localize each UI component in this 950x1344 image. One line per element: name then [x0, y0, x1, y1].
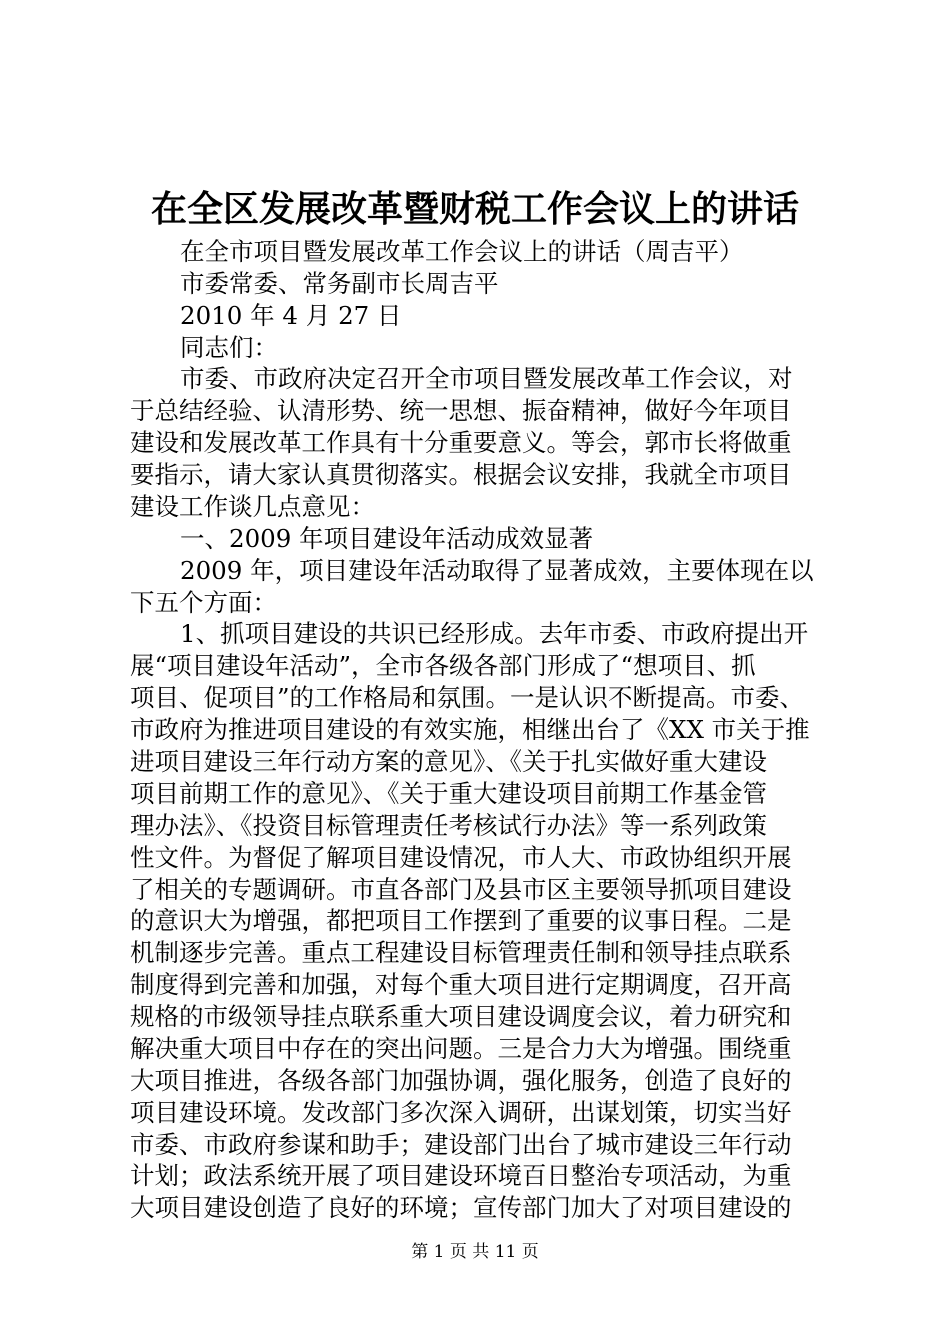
date-line: 2010 年 4 月 27 日: [180, 301, 402, 330]
paragraph-line: 于总结经验、认清形势、统一思想、振奋精神，做好今年项目: [130, 396, 792, 425]
paragraph-line: 规格的市级领导挂点联系重大项目建设调度会议，着力研究和: [130, 1002, 792, 1031]
paragraph-line: 市委、市政府决定召开全市项目暨发展改革工作会议，对: [180, 364, 793, 393]
paragraph-line: 大项目建设创造了良好的环境；宣传部门加大了对项目建设的: [130, 1193, 792, 1222]
paragraph-line: 了相关的专题调研。市直各部门及县市区主要领导抓项目建设: [130, 875, 792, 904]
paragraph-line: 的意识大为增强，都把项目工作摆到了重要的议事日程。二是: [130, 906, 792, 935]
paragraph-line: 项目建设环境。发改部门多次深入调研，出谋划策，切实当好: [130, 1098, 792, 1127]
paragraph-line: 要指示，请大家认真贯彻落实。根据会议安排，我就全市项目: [130, 460, 792, 489]
paragraph-line: 建设和发展改革工作具有十分重要意义。等会，郭市长将做重: [130, 428, 792, 457]
paragraph-line: 性文件。为督促了解项目建设情况，市人大、市政协组织开展: [130, 843, 792, 872]
salutation-line: 同志们：: [180, 333, 278, 362]
paragraph-line: 1、抓项目建设的共识已经形成。去年市委、市政府提出开: [180, 619, 809, 648]
paragraph-line: 制度得到完善和加强，对每个重大项目进行定期调度，召开高: [130, 970, 792, 999]
subtitle-line: 在全市项目暨发展改革工作会议上的讲话（周吉平）: [180, 237, 744, 266]
paragraph-line: 理办法》、《投资目标管理责任考核试行办法》等一系列政策: [130, 811, 767, 840]
paragraph-line: 解决重大项目中存在的突出问题。三是合力大为增强。围绕重: [130, 1034, 792, 1063]
page-footer: 第 1 页 共 11 页: [411, 1242, 539, 1262]
speaker-line: 市委常委、常务副市长周吉平: [180, 269, 499, 298]
section-heading: 一、2009 年项目建设年活动成效显著: [180, 524, 594, 553]
paragraph-line: 机制逐步完善。重点工程建设目标管理责任制和领导挂点联系: [130, 938, 792, 967]
paragraph-line: 下五个方面：: [130, 588, 277, 617]
paragraph-line: 大项目推进，各级各部门加强协调，强化服务，创造了良好的: [130, 1066, 792, 1095]
paragraph-line: 市政府为推进项目建设的有效实施，相继出台了《XX 市关于推: [130, 715, 810, 744]
paragraph-line: 进项目建设三年行动方案的意见》、《关于扎实做好重大建设: [130, 747, 767, 776]
paragraph-line: 计划；政法系统开展了项目建设环境百日整治专项活动，为重: [130, 1161, 792, 1190]
document-title: 在全区发展改革暨财税工作会议上的讲话: [150, 188, 799, 230]
paragraph-line: 项目、促项目”的工作格局和氛围。一是认识不断提高。市委、: [130, 683, 805, 712]
paragraph-line: 建设工作谈几点意见：: [130, 492, 375, 521]
paragraph-line: 市委、市政府参谋和助手；建设部门出台了城市建设三年行动: [130, 1130, 792, 1159]
paragraph-line: 项目前期工作的意见》、《关于重大建设项目前期工作基金管: [130, 779, 767, 808]
paragraph-line: 2009 年，项目建设年活动取得了显著成效，主要体现在以: [180, 556, 814, 585]
paragraph-line: 展“项目建设年活动”，全市各级各部门形成了“想项目、抓: [130, 651, 756, 680]
